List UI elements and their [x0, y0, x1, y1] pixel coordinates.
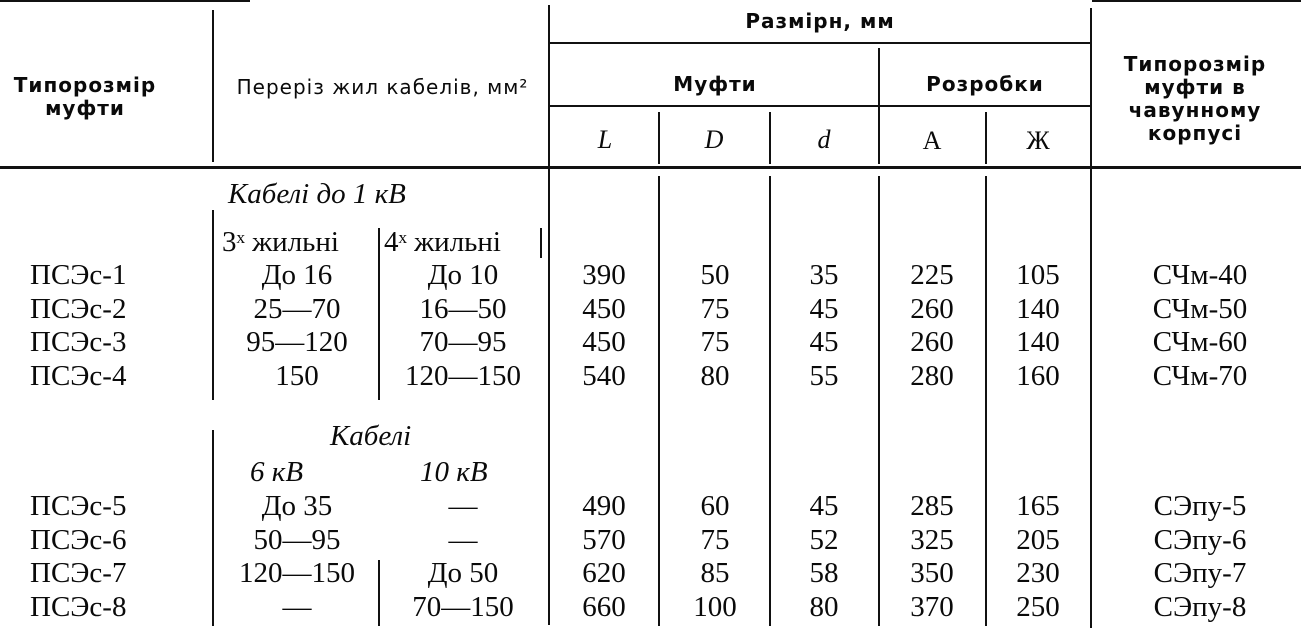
dimensions-rule: [550, 42, 1090, 44]
cell: 25—70: [253, 292, 341, 325]
vrule-5b: [878, 176, 880, 626]
cell: 50—95: [253, 523, 341, 556]
cell: 120—150: [405, 359, 521, 392]
cell: 35: [809, 259, 839, 291]
vrule-3b: [658, 176, 660, 626]
cell: 85: [700, 557, 730, 589]
cell: 58: [809, 557, 839, 589]
cell: 160: [1016, 359, 1060, 392]
cell: 390: [582, 259, 626, 291]
cell: 45: [809, 490, 839, 522]
cell: 70—95: [419, 326, 507, 358]
subheader-rule: [550, 105, 1090, 107]
section2-L-col: [552, 490, 656, 624]
cell: 350: [910, 557, 954, 589]
section2-title: Кабелі: [330, 420, 412, 452]
cell: 165: [1016, 490, 1060, 522]
header-cuts: Розробки: [926, 72, 1044, 96]
section1-b-col: [382, 259, 544, 393]
sub-L: L: [597, 125, 613, 154]
vrule-7: [1090, 8, 1092, 628]
cell: 230: [1016, 557, 1060, 589]
cell: СЭпу-5: [1153, 490, 1247, 522]
header-coupling: Муфти: [673, 72, 757, 96]
section2-cast-col: [1110, 490, 1290, 624]
cell: 105: [1016, 259, 1060, 291]
cell: 250: [1016, 590, 1060, 623]
header-type-size: Типорозмір муфти: [13, 73, 157, 120]
section2-type-col: [30, 490, 170, 624]
section2-col-a: 6 кВ: [250, 456, 304, 488]
sub-Zh: Ж: [1026, 126, 1050, 155]
vrule-1: [212, 10, 214, 162]
vrule-3: [658, 112, 660, 164]
section2-d-col: [772, 490, 876, 624]
vrule-sec1-c: [540, 228, 542, 258]
header-cast-iron: Типорозмір муфти в чавунному корпусі: [1123, 52, 1267, 145]
section1-cast-col: [1110, 259, 1290, 393]
cell: 60: [700, 490, 730, 522]
table-row: ПСЭс-6: [30, 523, 127, 556]
vrule-6b: [985, 176, 987, 626]
cell: 450: [582, 326, 626, 358]
cell: 660: [582, 590, 626, 623]
cell: 260: [910, 326, 954, 358]
section1-col-a: 3ˣ жильні: [222, 226, 339, 258]
table-row: ПСЭс-8: [30, 590, 127, 623]
vrule-5: [878, 48, 880, 164]
cell: СЭпу-6: [1153, 523, 1247, 556]
cell: 540: [582, 359, 626, 392]
cell: СЧм-40: [1152, 259, 1248, 291]
table-row: ПСЭс-2: [30, 292, 127, 325]
cell: 75: [700, 523, 730, 556]
sub-D: D: [704, 125, 724, 154]
vrule-4: [769, 112, 771, 164]
section1-col-b: 4ˣ жильні: [384, 226, 501, 258]
vrule-sec1-b: [378, 228, 380, 400]
cell: 75: [700, 326, 730, 358]
table-row: ПСЭс-3: [30, 326, 127, 358]
table-row: ПСЭс-4: [30, 359, 127, 392]
vrule-sec2-b: [378, 560, 380, 626]
cell: 52: [809, 523, 839, 556]
header-dimensions: Размірн, мм: [745, 9, 895, 33]
section1-d-col: [772, 259, 876, 393]
section1-L-col: [552, 259, 656, 393]
cell: 75: [700, 292, 730, 325]
table-row: ПСЭс-7: [30, 557, 127, 589]
cell: До 16: [261, 259, 333, 291]
cell: До 35: [261, 490, 333, 522]
section2-col-b: 10 кВ: [420, 456, 488, 488]
header-top-rule-right: [1092, 0, 1301, 2]
cell: 260: [910, 292, 954, 325]
vrule-sec1-a: [212, 210, 214, 400]
table-row: ПСЭс-1: [30, 259, 127, 291]
cell: 95—120: [246, 326, 348, 358]
cell: 140: [1016, 326, 1060, 358]
section1-a-col: [216, 259, 378, 393]
cell: 150: [275, 359, 319, 392]
cell: СЧм-50: [1152, 292, 1248, 325]
cell: 16—50: [419, 292, 507, 325]
section2-b-col: [382, 490, 544, 624]
header-bottom-rule: [0, 166, 1301, 169]
vrule-4b: [769, 176, 771, 626]
cell: 570: [582, 523, 626, 556]
section2-Zh-col: [988, 490, 1088, 624]
header-cross-section: Переріз жил кабелів, мм²: [236, 75, 529, 99]
cell: СЧм-60: [1152, 326, 1248, 358]
cell: 450: [582, 292, 626, 325]
cell: 225: [910, 259, 954, 291]
cell: 285: [910, 490, 954, 522]
cell: 50: [700, 259, 730, 291]
cell: 80: [809, 590, 839, 623]
section2-D-col: [662, 490, 768, 624]
section1-D-col: [662, 259, 768, 393]
cell: 490: [582, 490, 626, 522]
cell: 100: [693, 590, 737, 623]
section1-type-col: [30, 259, 170, 393]
cell: 205: [1016, 523, 1060, 556]
cell: 370: [910, 590, 954, 623]
cell: 55: [809, 359, 839, 392]
cell: СЭпу-7: [1153, 557, 1247, 589]
section2-A-col: [882, 490, 982, 624]
vrule-2: [548, 5, 550, 625]
cell: 140: [1016, 292, 1060, 325]
section1-A-col: [882, 259, 982, 393]
table-row: ПСЭс-5: [30, 490, 127, 522]
sub-d: d: [817, 125, 831, 154]
section2-a-col: [216, 490, 378, 624]
header-top-rule-left: [0, 0, 250, 2]
cell: СЧм-70: [1152, 359, 1248, 392]
section1-title: Кабелі до 1 кВ: [228, 178, 406, 210]
vrule-6: [985, 112, 987, 164]
cell: —: [448, 523, 478, 556]
cell: 620: [582, 557, 626, 589]
cell: 80: [700, 359, 730, 392]
cell: 45: [809, 326, 839, 358]
cell: До 10: [427, 259, 499, 291]
cell: —: [282, 590, 312, 623]
cell: 70—150: [412, 590, 514, 623]
section1-Zh-col: [988, 259, 1088, 393]
vrule-sec2-a: [212, 430, 214, 626]
cell: 120—150: [239, 557, 355, 589]
cell: 45: [809, 292, 839, 325]
cell: До 50: [427, 557, 499, 589]
cell: 325: [910, 523, 954, 556]
cell: СЭпу-8: [1153, 590, 1247, 623]
cell: —: [448, 490, 478, 522]
cell: 280: [910, 359, 954, 392]
sub-A: А: [922, 126, 942, 155]
